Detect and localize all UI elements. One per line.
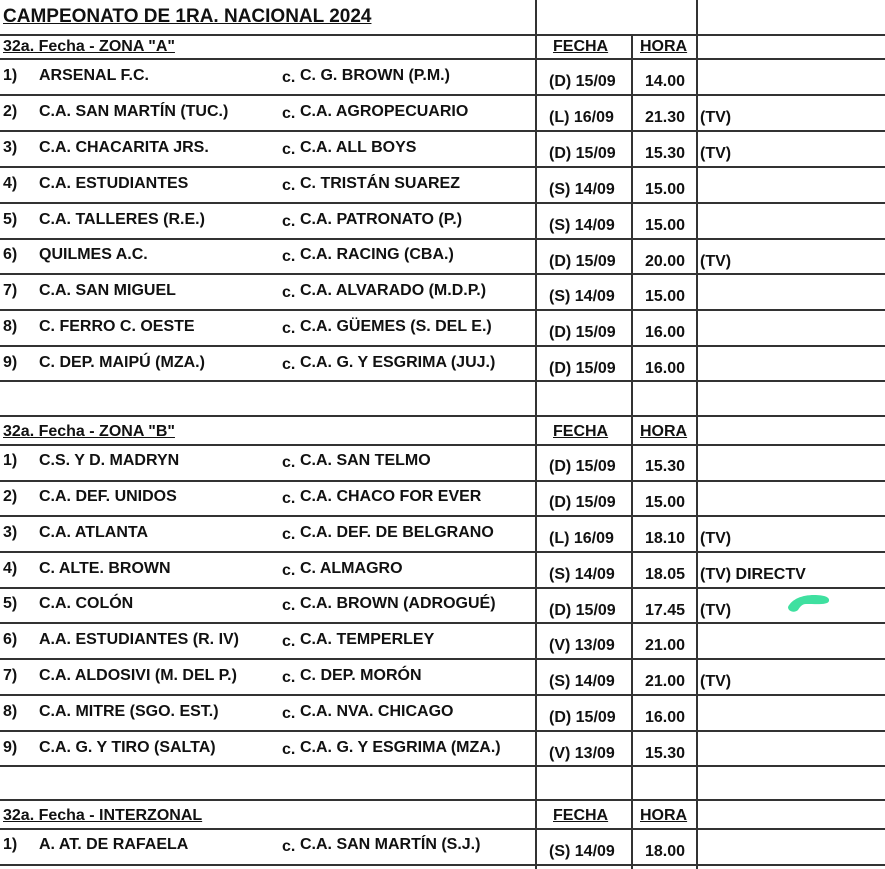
match-number: 1)	[3, 836, 18, 853]
versus-mark: c.	[282, 213, 296, 230]
match-number: 7)	[3, 667, 18, 684]
row-divider	[0, 309, 885, 311]
match-time: 16.00	[645, 360, 686, 377]
versus-mark: c.	[282, 741, 296, 758]
home-team: A. AT. DE RAFAELA	[39, 836, 189, 853]
match-time: 21.30	[645, 109, 686, 126]
away-team: C.A. TEMPERLEY	[300, 631, 435, 648]
column-header-hora: HORA	[640, 38, 688, 55]
row-divider	[0, 58, 885, 60]
row-divider	[0, 622, 885, 624]
match-number: 3)	[3, 524, 18, 541]
home-team: C.A. SAN MARTÍN (TUC.)	[39, 103, 229, 120]
row-divider	[0, 238, 885, 240]
versus-mark: c.	[282, 562, 296, 579]
home-team: C.A. TALLERES (R.E.)	[39, 211, 205, 228]
match-number: 6)	[3, 631, 18, 648]
match-number: 2)	[3, 103, 18, 120]
row-divider	[0, 765, 885, 767]
match-time: 16.00	[645, 324, 686, 341]
broadcast: (TV)	[700, 673, 732, 690]
away-team: C. TRISTÁN SUAREZ	[300, 175, 460, 192]
away-team: C.A. GÜEMES (S. DEL E.)	[300, 318, 492, 335]
match-date: (D) 15/09	[549, 145, 616, 162]
match-time: 15.30	[645, 745, 686, 762]
home-team: C.A. MITRE (SGO. EST.)	[39, 703, 219, 720]
row-divider	[0, 694, 885, 696]
match-date: (D) 15/09	[549, 253, 616, 270]
broadcast: (TV)	[700, 253, 732, 270]
row-divider	[0, 551, 885, 553]
versus-mark: c.	[282, 705, 296, 722]
match-number: 1)	[3, 67, 18, 84]
row-divider	[0, 202, 885, 204]
match-time: 17.45	[645, 602, 686, 619]
versus-mark: c.	[282, 454, 296, 471]
home-team: A.A. ESTUDIANTES (R. IV)	[39, 631, 240, 648]
versus-mark: c.	[282, 105, 296, 122]
home-team: C.A. G. Y TIRO (SALTA)	[39, 739, 216, 756]
broadcast: (TV)	[700, 109, 732, 126]
match-date: (L) 16/09	[549, 530, 614, 547]
row-divider	[0, 130, 885, 132]
match-number: 4)	[3, 560, 18, 577]
broadcast: (TV) DIRECTV	[700, 566, 806, 583]
match-time: 21.00	[645, 673, 686, 690]
match-date: (L) 16/09	[549, 109, 614, 126]
match-number: 5)	[3, 211, 18, 228]
match-number: 4)	[3, 175, 18, 192]
row-divider	[0, 515, 885, 517]
versus-mark: c.	[282, 597, 296, 614]
row-divider	[0, 345, 885, 347]
match-time: 15.00	[645, 494, 686, 511]
away-team: C. G. BROWN (P.M.)	[300, 67, 450, 84]
column-header-fecha: FECHA	[553, 38, 609, 55]
match-number: 6)	[3, 246, 18, 263]
match-date: (D) 15/09	[549, 324, 616, 341]
match-date: (S) 14/09	[549, 181, 615, 198]
column-divider	[631, 35, 633, 869]
match-date: (D) 15/09	[549, 494, 616, 511]
broadcast: (TV)	[700, 145, 732, 162]
row-divider	[0, 34, 885, 36]
versus-mark: c.	[282, 490, 296, 507]
section-header-interzonal: 32a. Fecha - INTERZONAL	[3, 807, 203, 824]
match-date: (V) 13/09	[549, 745, 615, 762]
match-date: (S) 14/09	[549, 843, 615, 860]
versus-mark: c.	[282, 177, 296, 194]
column-header-fecha: FECHA	[553, 807, 609, 824]
match-number: 9)	[3, 739, 18, 756]
match-date: (S) 14/09	[549, 217, 615, 234]
versus-mark: c.	[282, 838, 296, 855]
match-time: 18.05	[645, 566, 686, 583]
match-number: 7)	[3, 282, 18, 299]
away-team: C.A. ALVARADO (M.D.P.)	[300, 282, 487, 299]
versus-mark: c.	[282, 669, 296, 686]
home-team: C.A. ESTUDIANTES	[39, 175, 189, 192]
versus-mark: c.	[282, 320, 296, 337]
match-date: (D) 15/09	[549, 602, 616, 619]
row-divider	[0, 415, 885, 417]
match-date: (D) 15/09	[549, 458, 616, 475]
row-divider	[0, 864, 885, 866]
match-time: 15.30	[645, 458, 686, 475]
home-team: ARSENAL F.C.	[39, 67, 149, 84]
home-team: C. FERRO C. OESTE	[39, 318, 195, 335]
home-team: QUILMES A.C.	[39, 246, 148, 263]
row-divider	[0, 658, 885, 660]
away-team: C.A. AGROPECUARIO	[300, 103, 469, 120]
match-date: (S) 14/09	[549, 288, 615, 305]
home-team: C.A. ATLANTA	[39, 524, 149, 541]
match-time: 18.00	[645, 843, 686, 860]
row-divider	[0, 444, 885, 446]
match-date: (D) 15/09	[549, 360, 616, 377]
versus-mark: c.	[282, 356, 296, 373]
column-header-hora: HORA	[640, 423, 688, 440]
home-team: C.A. COLÓN	[39, 595, 134, 612]
away-team: C.A. PATRONATO (P.)	[300, 211, 463, 228]
row-divider	[0, 273, 885, 275]
versus-mark: c.	[282, 284, 296, 301]
row-divider	[0, 730, 885, 732]
home-team: C.A. SAN MIGUEL	[39, 282, 176, 299]
match-date: (S) 14/09	[549, 673, 615, 690]
away-team: C.A. SAN MARTÍN (S.J.)	[300, 836, 481, 853]
row-divider	[0, 828, 885, 830]
match-time: 15.00	[645, 181, 686, 198]
match-time: 20.00	[645, 253, 686, 270]
versus-mark: c.	[282, 633, 296, 650]
match-time: 16.00	[645, 709, 686, 726]
away-team: C.A. RACING (CBA.)	[300, 246, 454, 263]
page-title: CAMPEONATO DE 1RA. NACIONAL 2024	[3, 6, 372, 27]
row-divider	[0, 94, 885, 96]
section-header-zona-b: 32a. Fecha - ZONA "B"	[3, 423, 175, 440]
home-team: C.S. Y D. MADRYN	[39, 452, 180, 469]
row-divider	[0, 380, 885, 382]
home-team: C.A. DEF. UNIDOS	[39, 488, 177, 505]
broadcast: (TV)	[700, 530, 732, 547]
away-team: C. DEP. MORÓN	[300, 667, 422, 684]
home-team: C. DEP. MAIPÚ (MZA.)	[39, 354, 205, 371]
section-header-zona-a: 32a. Fecha - ZONA "A"	[3, 38, 175, 55]
home-team: C.A. ALDOSIVI (M. DEL P.)	[39, 667, 237, 684]
highlight-mark-icon	[782, 591, 832, 613]
row-divider	[0, 587, 885, 589]
match-time: 18.10	[645, 530, 686, 547]
match-date: (S) 14/09	[549, 566, 615, 583]
row-divider	[0, 799, 885, 801]
away-team: C.A. DEF. DE BELGRANO	[300, 524, 494, 541]
broadcast: (TV)	[700, 602, 732, 619]
column-header-hora: HORA	[640, 807, 688, 824]
versus-mark: c.	[282, 141, 296, 158]
versus-mark: c.	[282, 526, 296, 543]
match-number: 3)	[3, 139, 18, 156]
away-team: C. ALMAGRO	[300, 560, 403, 577]
match-time: 14.00	[645, 73, 686, 90]
match-number: 8)	[3, 703, 18, 720]
match-time: 21.00	[645, 637, 686, 654]
match-time: 15.00	[645, 288, 686, 305]
away-team: C.A. ALL BOYS	[300, 139, 417, 156]
match-date: (D) 15/09	[549, 73, 616, 90]
match-number: 5)	[3, 595, 18, 612]
away-team: C.A. G. Y ESGRIMA (MZA.)	[300, 739, 501, 756]
away-team: C.A. NVA. CHICAGO	[300, 703, 454, 720]
match-date: (D) 15/09	[549, 709, 616, 726]
match-number: 9)	[3, 354, 18, 371]
away-team: C.A. G. Y ESGRIMA (JUJ.)	[300, 354, 496, 371]
match-number: 2)	[3, 488, 18, 505]
match-time: 15.30	[645, 145, 686, 162]
away-team: C.A. CHACO FOR EVER	[300, 488, 482, 505]
match-date: (V) 13/09	[549, 637, 615, 654]
versus-mark: c.	[282, 248, 296, 265]
home-team: C.A. CHACARITA JRS.	[39, 139, 209, 156]
away-team: C.A. BROWN (ADROGUÉ)	[300, 595, 496, 612]
away-team: C.A. SAN TELMO	[300, 452, 431, 469]
row-divider	[0, 480, 885, 482]
row-divider	[0, 166, 885, 168]
match-time: 15.00	[645, 217, 686, 234]
match-number: 8)	[3, 318, 18, 335]
versus-mark: c.	[282, 69, 296, 86]
match-number: 1)	[3, 452, 18, 469]
column-header-fecha: FECHA	[553, 423, 609, 440]
home-team: C. ALTE. BROWN	[39, 560, 171, 577]
